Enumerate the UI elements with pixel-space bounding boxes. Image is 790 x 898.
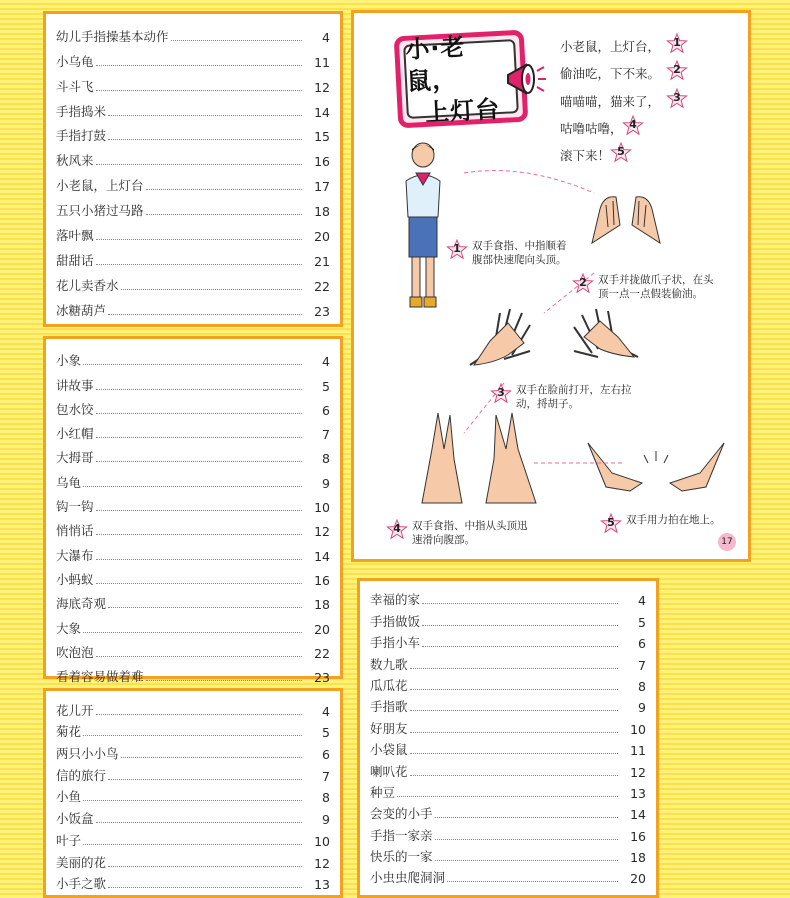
numbered-star-icon [622,115,644,137]
toc-panel-2 [43,336,343,686]
step-line-1: 双手用力拍在地上。 [626,514,721,526]
leader-dots [410,753,618,754]
toc-entry-title: 幸福的家 [370,592,421,608]
star-number: 5 [617,145,625,158]
step-line-2: 腹部快速爬向头顶。 [472,254,567,266]
toc-entry[interactable] [56,345,330,369]
toc-entry[interactable] [56,827,330,849]
toc-entry-page: 13 [314,877,330,893]
toc-entry-page: 6 [322,402,330,418]
leader-dots [435,860,618,861]
toc-entry-page: 18 [314,204,330,220]
step-line-1: 双手在脸前打开，左右拉 [516,384,632,396]
toc-entry-page: 16 [314,154,330,170]
toc-entry[interactable] [370,822,646,843]
step-number: 4 [393,522,401,535]
leader-dots [447,881,618,882]
leader-dots [96,90,302,91]
step-number: 5 [607,516,615,529]
leader-dots [146,189,302,190]
toc-entry-title: 大瀑布 [56,547,94,563]
toc-entry-page: 22 [314,278,330,294]
toc-entry-title: 手指打鼓 [56,128,107,144]
page-title-line-1: 小·老鼠， [404,32,467,96]
toc-entry[interactable] [56,805,330,827]
toc-entry[interactable] [370,844,646,865]
leader-dots [96,437,302,438]
leader-dots [397,796,618,797]
step-number: 1 [453,242,461,255]
toc-entry[interactable] [370,780,646,801]
toc-entry[interactable] [56,394,330,418]
toc-entry[interactable] [56,369,330,393]
toc-entry-page: 11 [630,743,646,759]
leader-dots [108,887,302,888]
star-number: 4 [629,118,637,131]
step-instruction [626,513,721,527]
toc-entry-page: 6 [322,747,330,763]
step-line-1: 双手食指、中指从头顶迅 [412,520,528,532]
toc-entry-page: 14 [630,807,646,823]
leader-dots [410,710,618,711]
toc-entry-page: 9 [638,700,646,716]
toc-entry-title: 讲故事 [56,377,94,393]
toc-entry-page: 6 [638,636,646,652]
toc-entry-title: 种豆 [370,784,396,800]
toc-entry-page: 16 [314,572,330,588]
toc-entry-title: 手指小车 [370,635,421,651]
step-number-star-icon [600,513,622,535]
toc-entry[interactable] [56,762,330,784]
leader-dots [146,214,302,215]
toc-entry-title: 秋风来 [56,153,94,169]
toc-entry[interactable] [56,144,330,169]
toc-entry-title: 看着容易做着难 [56,669,144,685]
page-title-line-2: 上灯台 [424,95,501,127]
toc-entry[interactable] [56,539,330,563]
leader-dots [83,844,302,845]
step-instruction [412,519,528,547]
star-number: 3 [673,91,681,104]
toc-entry[interactable] [56,418,330,442]
toc-entry[interactable] [370,630,646,651]
toc-entry-title: 信的旅行 [56,767,107,783]
leader-dots [108,139,302,140]
toc-entry[interactable] [56,784,330,806]
leader-dots [422,603,618,604]
toc-entry-page: 20 [630,871,646,887]
toc-entry-title: 手指捣米 [56,103,107,119]
toc-entry-title: 大象 [56,620,82,636]
leader-dots [96,534,302,535]
leader-dots [108,607,302,608]
leader-dots [171,40,302,41]
toc-entry[interactable] [370,715,646,736]
toc-entry[interactable] [56,466,330,490]
leader-dots [108,115,302,116]
toc-entry-page: 4 [638,593,646,609]
toc-entry[interactable] [56,244,330,269]
toc-entry-page: 18 [314,597,330,613]
toc-entry-page: 7 [322,427,330,443]
leader-dots [121,757,302,758]
step-number-star-icon [446,239,468,261]
leader-dots [422,646,618,647]
toc-entry[interactable] [56,442,330,466]
toc-entry-page: 22 [314,645,330,661]
toc-entry-title: 小蚂蚁 [56,571,94,587]
toc-entry-page: 9 [322,475,330,491]
toc-entry-page: 4 [322,354,330,370]
step-instruction [516,383,632,411]
toc-entry-title: 好朋友 [370,720,408,736]
toc-entry-page: 10 [314,833,330,849]
leader-dots [435,817,618,818]
toc-entry-title: 小虫虫爬洞洞 [370,870,446,886]
toc-entry-page: 8 [322,451,330,467]
toc-entry-title: 数九歌 [370,656,408,672]
step-line-2: 动，捋胡子。 [516,398,579,410]
step-line-1: 双手食指、中指顺着 [472,240,567,252]
toc-entry-title: 两只小小鸟 [56,746,119,762]
toc-entry[interactable] [56,740,330,762]
leader-dots [83,364,302,365]
toc-entry-title: 小饭盒 [56,811,94,827]
toc-entry-title: 小鱼 [56,789,82,805]
leader-dots [96,164,302,165]
toc-entry-page: 8 [322,790,330,806]
toc-entry[interactable] [56,194,330,219]
toc-entry-page: 7 [638,657,646,673]
leader-dots [410,689,618,690]
toc-entry[interactable] [370,737,646,758]
leader-dots [108,314,302,315]
megaphone-icon [504,59,548,99]
toc-entry-title: 悄悄话 [56,523,94,539]
toc-entry[interactable] [370,587,646,608]
sample-book-page [351,10,751,562]
toc-entry-title: 小袋鼠 [370,742,408,758]
step-number-star-icon [386,519,408,541]
toc-entry-title: 大拇哥 [56,450,94,466]
leader-dots [96,583,302,584]
toc-entry-page: 5 [322,378,330,394]
toc-entry-page: 21 [314,253,330,269]
toc-entry-page: 8 [638,678,646,694]
toc-entry-page: 14 [314,104,330,120]
toc-entry[interactable] [56,45,330,70]
numbered-star-icon [610,142,632,164]
leader-dots [96,413,302,414]
leader-dots [96,264,302,265]
toc-entry[interactable] [56,70,330,95]
toc-entry-page: 5 [638,614,646,630]
leader-dots [96,656,302,657]
toc-entry-title: 花儿卖香水 [56,277,119,293]
leader-dots [108,866,302,867]
leader-dots [410,775,618,776]
toc-entry-title: 五只小猪过马路 [56,203,144,219]
toc-entry-title: 斗斗飞 [56,78,94,94]
toc-entry[interactable] [56,849,330,871]
toc-entry[interactable] [56,20,330,45]
toc-entry-title: 小象 [56,353,82,369]
step-line-2: 速滑向腹部。 [412,534,475,546]
toc-entry-page: 18 [630,850,646,866]
toc-entry-page: 13 [630,785,646,801]
toc-entry-page: 4 [322,29,330,45]
leader-dots [96,461,302,462]
toc-entry-page: 20 [314,229,330,245]
leader-dots [146,680,302,681]
leader-dots [96,65,302,66]
toc-entry-title: 叶子 [56,832,82,848]
leader-dots [96,822,302,823]
toc-entry-page: 10 [630,721,646,737]
toc-panel-1 [43,11,343,327]
toc-entry[interactable] [370,758,646,779]
leader-dots [410,732,618,733]
toc-entry[interactable] [370,608,646,629]
toc-entry-title: 美丽的花 [56,854,107,870]
toc-entry[interactable] [56,491,330,515]
leader-dots [422,625,618,626]
toc-entry[interactable] [56,515,330,539]
toc-entry[interactable] [370,865,646,886]
toc-entry-page: 4 [322,703,330,719]
toc-entry-page: 9 [322,812,330,828]
toc-entry-title: 落叶飘 [56,228,94,244]
toc-entry-title: 菊花 [56,724,82,740]
step-number-star-icon [572,273,594,295]
toc-entry-title: 小手之歌 [56,876,107,892]
toc-entry-title: 会变的小手 [370,806,433,822]
toc-entry-title: 海底奇观 [56,596,107,612]
toc-entry[interactable] [56,169,330,194]
toc-entry-page: 12 [630,764,646,780]
toc-entry[interactable] [56,871,330,893]
toc-entry-title: 包水饺 [56,401,94,417]
leader-dots [83,632,302,633]
toc-entry-title: 花儿开 [56,702,94,718]
numbered-star-icon [666,60,688,82]
poem-line: 小老鼠，上灯台， [560,39,661,54]
toc-panel-4 [357,578,659,898]
toc-entry-page: 7 [322,768,330,784]
toc-entry[interactable] [370,651,646,672]
star-number: 1 [673,36,681,49]
toc-entry-page: 11 [314,54,330,70]
poem-line: 喵喵喵，猫来了， [560,94,661,109]
toc-entry-title: 手指做饭 [370,613,421,629]
leader-dots [83,735,302,736]
toc-entry-page: 23 [314,303,330,319]
toc-entry-title: 钩一钩 [56,499,94,515]
toc-entry-title: 小乌龟 [56,53,94,69]
step-instruction [598,273,714,301]
toc-entry-title: 手指歌 [370,699,408,715]
toc-entry-title: 喇叭花 [370,763,408,779]
poem-line: 滚下来！ [560,148,611,163]
toc-entry[interactable] [56,294,330,319]
toc-entry-page: 15 [314,129,330,145]
toc-entry-title: 小红帽 [56,426,94,442]
toc-entry-page: 20 [314,621,330,637]
toc-entry[interactable] [56,697,330,719]
toc-entry-title: 瓜瓜花 [370,677,408,693]
motion-arrows [444,163,704,483]
poem-line: 偷油吃，下不来。 [560,66,661,81]
toc-entry-title: 甜甜话 [56,252,94,268]
toc-entry[interactable] [56,564,330,588]
leader-dots [410,668,618,669]
toc-entry[interactable] [370,673,646,694]
toc-entry-page: 16 [630,828,646,844]
toc-entry[interactable] [56,637,330,661]
toc-entry-page: 5 [322,725,330,741]
poem-line: 咕噜咕噜， [560,121,623,136]
leader-dots [96,239,302,240]
toc-entry[interactable] [370,801,646,822]
toc-entry-page: 23 [314,670,330,686]
leader-dots [83,486,302,487]
step-number: 3 [497,386,505,399]
toc-entry-page: 17 [314,179,330,195]
numbered-star-icon [666,88,688,110]
step-line-2: 顶一点一点假装偷油。 [598,288,703,300]
toc-entry-title: 冰糖葫芦 [56,302,107,318]
toc-entry-page: 14 [314,548,330,564]
toc-entry[interactable] [56,95,330,120]
toc-entry-title: 幼儿手指操基本动作 [56,28,169,44]
toc-entry-page: 10 [314,500,330,516]
leader-dots [96,559,302,560]
leader-dots [121,289,302,290]
page-number: 17 [718,533,736,551]
toc-entry-title: 手指一家亲 [370,827,433,843]
toc-entry[interactable] [56,612,330,636]
toc-entry-title: 小老鼠，上灯台 [56,178,144,194]
toc-entry[interactable] [56,661,330,685]
toc-entry-title: 快乐的一家 [370,849,433,865]
boy-illustration [398,141,448,313]
toc-entry-page: 12 [314,855,330,871]
toc-entry[interactable] [370,694,646,715]
star-number: 2 [673,63,681,76]
leader-dots [96,510,302,511]
step-number-star-icon [490,383,512,405]
toc-entry[interactable] [56,269,330,294]
toc-entry[interactable] [56,719,330,741]
toc-entry-page: 12 [314,524,330,540]
step-line-1: 双手并拢做爪子状，在头 [598,274,714,286]
toc-entry-title: 乌龟 [56,474,82,490]
toc-entry[interactable] [56,120,330,145]
toc-entry[interactable] [56,588,330,612]
toc-entry-title: 吹泡泡 [56,644,94,660]
leader-dots [96,714,302,715]
step-number: 2 [579,276,587,289]
toc-panel-3 [43,688,343,898]
leader-dots [96,389,302,390]
leader-dots [435,839,618,840]
leader-dots [83,800,302,801]
numbered-star-icon [666,33,688,55]
toc-entry-page: 12 [314,79,330,95]
toc-entry[interactable] [56,219,330,244]
step-instruction [472,239,567,267]
leader-dots [108,779,302,780]
